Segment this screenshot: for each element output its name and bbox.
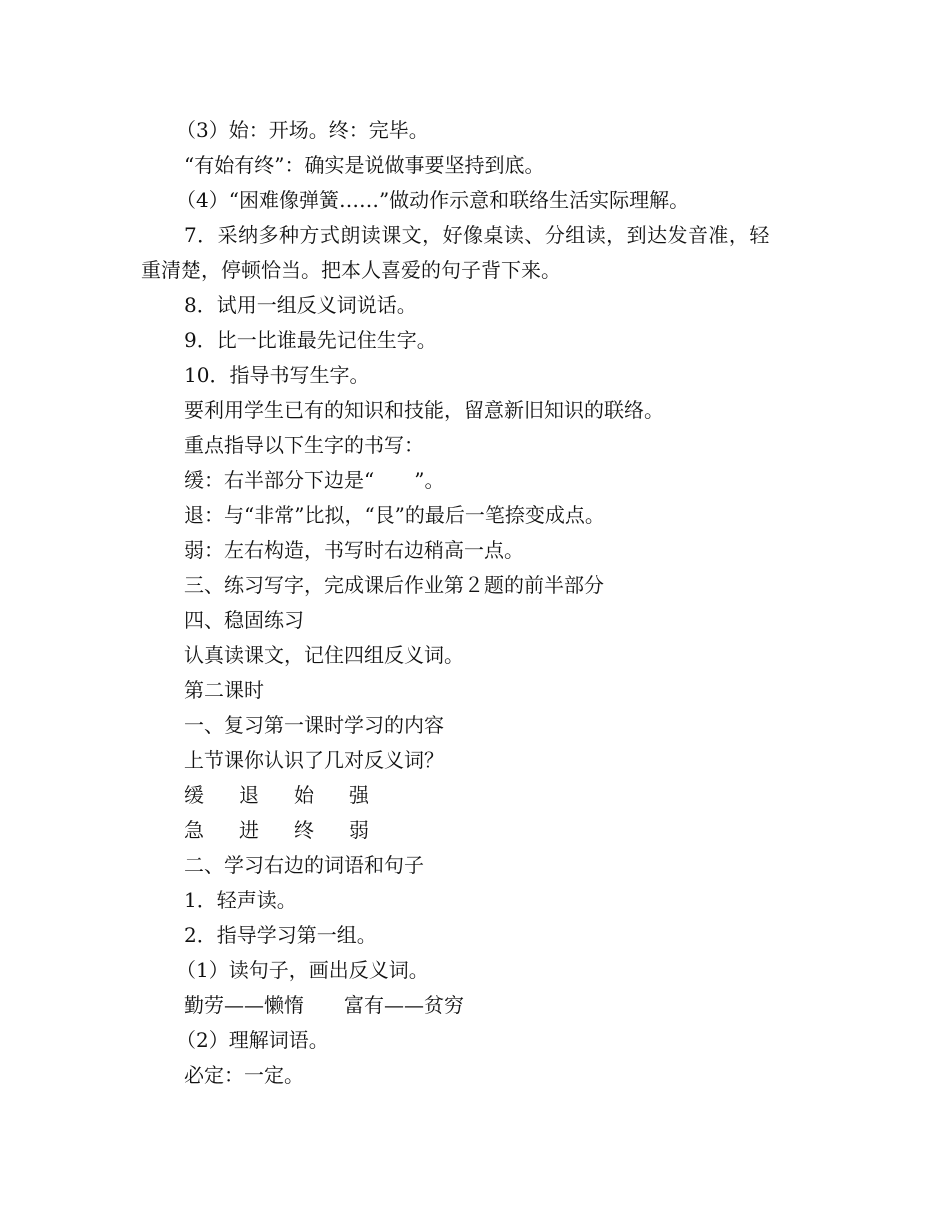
text-line: 重清楚，停顿恰当。把本人喜爱的句子背下来。: [141, 258, 561, 282]
text-line: 缓：右半部分下边是“ ”。: [184, 468, 445, 492]
text-line: 9．比一比谁最先记住生字。: [184, 328, 437, 352]
text-line: 2．指导学习第一组。: [184, 923, 377, 947]
text-line: （3）始：开场。终：完毕。: [176, 118, 429, 142]
antonym-word: 缓: [184, 783, 204, 807]
text-line: 1．轻声读。: [184, 888, 297, 912]
text-line: 重点指导以下生字的书写：: [184, 433, 424, 457]
antonym-word: 终: [294, 818, 314, 842]
text-line: 10．指导书写生字。: [184, 363, 370, 387]
text-line: 要利用学生已有的知识和技能，留意新旧知识的联络。: [184, 398, 664, 422]
text-line: 上节课你认识了几对反义词？: [184, 748, 444, 772]
antonym-word: 弱: [349, 818, 369, 842]
text-line: 弱：左右构造，书写时右边稍高一点。: [184, 538, 524, 562]
text-line: （2）理解词语。: [176, 1028, 329, 1052]
text-line: 7．采纳多种方式朗读课文，好像桌读、分组读，到达发音准，轻: [184, 223, 770, 247]
text-line: “有始有终”：确实是说做事要坚持到底。: [184, 153, 545, 177]
section-heading: 一、复习第一课时学习的内容: [184, 713, 444, 737]
text-line: 勤劳——懒惰 富有——贫穷: [184, 993, 464, 1017]
antonym-word: 始: [294, 783, 314, 807]
antonym-word: 进: [239, 818, 259, 842]
antonym-row: [141, 813, 821, 848]
antonym-word: 急: [184, 818, 204, 842]
text-line: 8．试用一组反义词说话。: [184, 293, 417, 317]
section-heading: 三、练习写字，完成课后作业第２题的前半部分: [184, 573, 604, 597]
text-line: （4）“困难像弹簧……”做动作示意和联络生活实际理解。: [176, 188, 690, 212]
section-heading: 四、稳固练习: [184, 608, 304, 632]
text-line: 必定：一定。: [184, 1063, 304, 1087]
text-line: 认真读课文，记住四组反义词。: [184, 643, 464, 667]
antonym-row: [141, 778, 821, 813]
antonym-word: 强: [349, 783, 369, 807]
text-line: 退：与“非常”比拟，“艮”的最后一笔捺变成点。: [184, 503, 605, 527]
lesson-heading: 第二课时: [184, 678, 264, 702]
antonym-word: 退: [239, 783, 259, 807]
section-heading: 二、学习右边的词语和句子: [184, 853, 424, 877]
document-body: [141, 113, 821, 1093]
text-line: （1）读句子，画出反义词。: [176, 958, 429, 982]
